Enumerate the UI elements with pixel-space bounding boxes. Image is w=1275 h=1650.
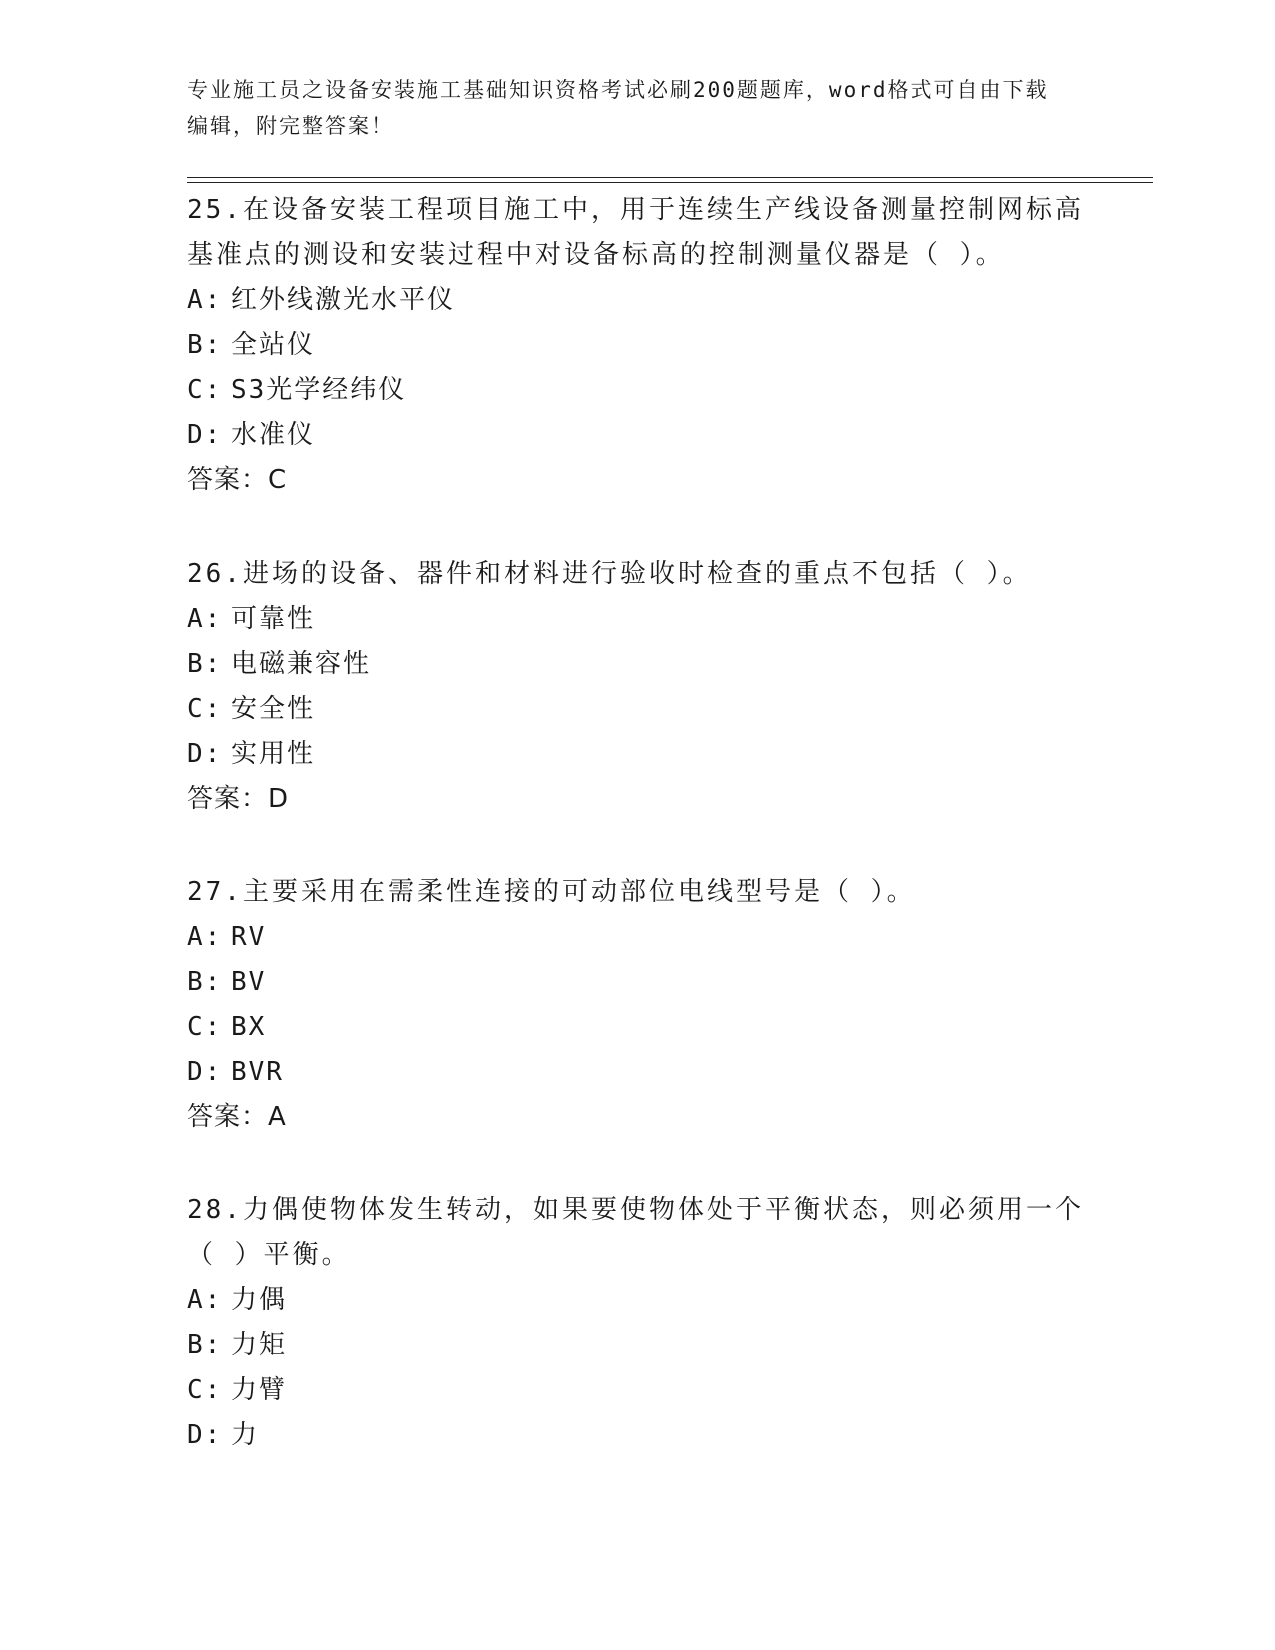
header-divider-bottom	[187, 182, 1153, 183]
option-text: BVR	[231, 1057, 284, 1087]
option-key: A:	[187, 1285, 223, 1315]
option-a	[187, 278, 1087, 323]
option-key: A:	[187, 604, 223, 634]
option-key: B:	[187, 330, 223, 360]
option-text: 实用性	[231, 739, 316, 769]
question-stem: 27.主要采用在需柔性连接的可动部位电线型号是（ ）。	[187, 877, 916, 907]
option-key: D:	[187, 420, 223, 450]
option-text: 力偶	[231, 1285, 288, 1315]
answer-line: 答案：C	[187, 465, 288, 495]
option-key: A:	[187, 285, 223, 315]
option-key: A:	[187, 922, 223, 952]
option-a	[187, 1278, 1087, 1323]
option-key: D:	[187, 1420, 223, 1450]
option-key: B:	[187, 1330, 223, 1360]
option-c	[187, 1368, 1087, 1413]
option-text: 力矩	[231, 1330, 288, 1360]
option-text: 力	[231, 1420, 260, 1450]
option-b	[187, 1323, 1087, 1368]
option-text: BV	[231, 967, 267, 997]
option-key: B:	[187, 649, 223, 679]
option-text: 水准仪	[231, 420, 316, 450]
option-d	[187, 732, 1087, 777]
question-stem: 25.在设备安装工程项目施工中，用于连续生产线设备测量控制网标高基准点的测设和安装过程中对设备标高的控制测量仪器是（ ）。	[187, 195, 1084, 270]
question-25	[187, 188, 1087, 503]
option-text: S3光学经纬仪	[231, 375, 407, 405]
option-key: C:	[187, 1012, 223, 1042]
document-header: 专业施工员之设备安装施工基础知识资格考试必刷200题题库，word格式可自由下载编辑，附完整答案！	[187, 78, 1049, 138]
option-key: C:	[187, 694, 223, 724]
question-28	[187, 1188, 1087, 1458]
answer-line: 答案：D	[187, 784, 290, 814]
option-b	[187, 642, 1087, 687]
option-d	[187, 1050, 1087, 1095]
option-text: 安全性	[231, 694, 316, 724]
option-d	[187, 1413, 1087, 1458]
option-text: 力臂	[231, 1375, 288, 1405]
option-c	[187, 368, 1087, 413]
option-text: RV	[231, 922, 267, 952]
option-c	[187, 687, 1087, 732]
option-d	[187, 413, 1087, 458]
question-stem: 26.进场的设备、器件和材料进行验收时检查的重点不包括（ ）。	[187, 559, 1032, 589]
option-text: 可靠性	[231, 604, 316, 634]
option-b	[187, 960, 1087, 1005]
option-key: C:	[187, 1375, 223, 1405]
option-key: D:	[187, 1057, 223, 1087]
header-divider-top	[187, 177, 1153, 178]
option-a	[187, 597, 1087, 642]
option-text: 电磁兼容性	[231, 649, 372, 679]
option-text: BX	[231, 1012, 267, 1042]
option-key: B:	[187, 967, 223, 997]
question-26	[187, 552, 1087, 822]
option-key: D:	[187, 739, 223, 769]
option-c	[187, 1005, 1087, 1050]
option-a	[187, 915, 1087, 960]
question-27	[187, 870, 1087, 1140]
option-text: 红外线激光水平仪	[231, 285, 456, 315]
answer-line: 答案：A	[187, 1102, 287, 1132]
option-text: 全站仪	[231, 330, 316, 360]
question-stem: 28.力偶使物体发生转动，如果要使物体处于平衡状态，则必须用一个（ ）平衡。	[187, 1195, 1084, 1270]
option-key: C:	[187, 375, 223, 405]
option-b	[187, 323, 1087, 368]
